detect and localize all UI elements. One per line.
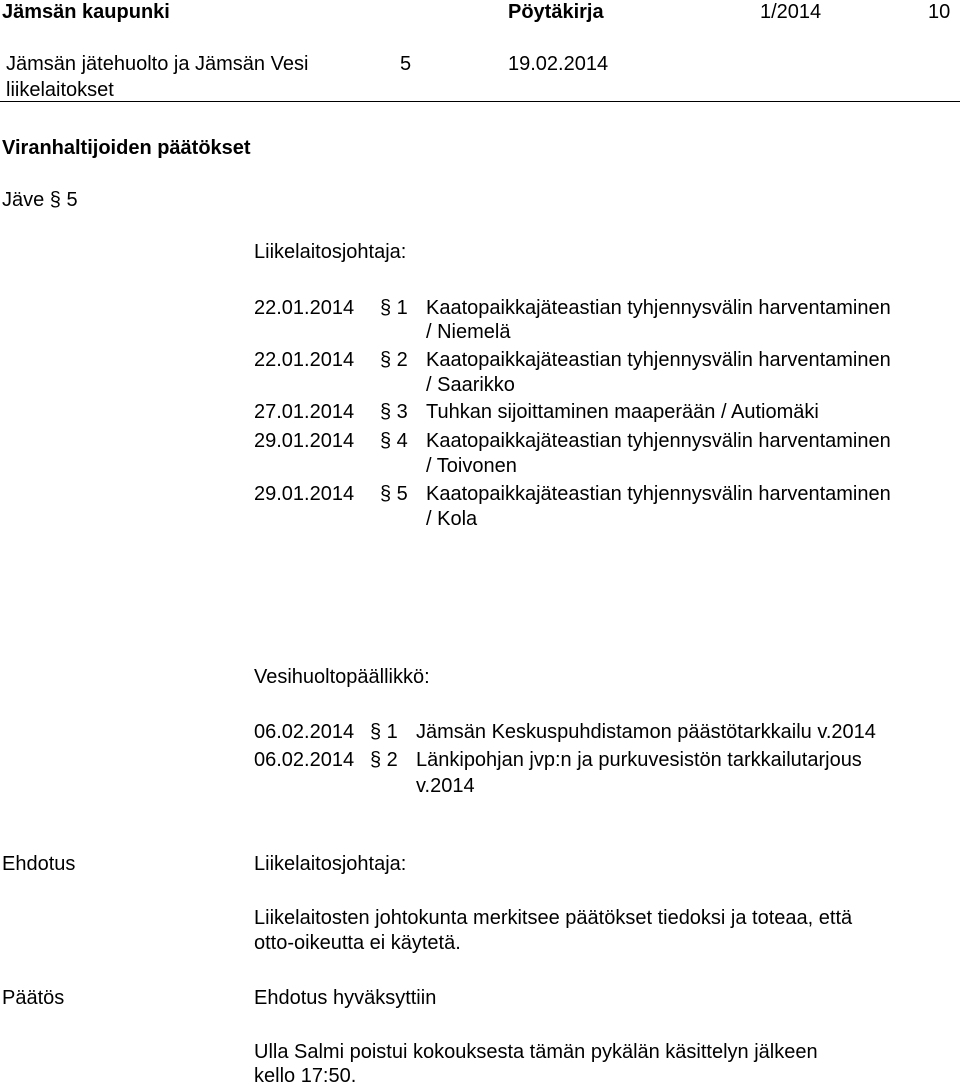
proposal-heading: Liikelaitosjohtaja: — [254, 853, 407, 875]
proposal-text: Liikelaitosten johtokunta merkitsee päätökset tiedoksi ja toteaa, että — [254, 907, 853, 929]
item-number: § 4 — [380, 430, 408, 452]
item-title: Jämsän Keskuspuhdistamon päästötarkkailu v.2014 — [416, 721, 876, 743]
document-type: Pöytäkirja — [508, 1, 604, 23]
item-title-cont: / Niemelä — [426, 321, 511, 343]
item-title-cont: / Saarikko — [426, 374, 515, 396]
body-name-line1: Jämsän jätehuolto ja Jämsän Vesi — [6, 53, 309, 75]
item-title: Kaatopaikkajäteastian tyhjennysvälin harventaminen — [426, 349, 891, 371]
item-title-cont: / Toivonen — [426, 455, 517, 477]
header-rule — [0, 101, 960, 102]
item-title-cont: / Kola — [426, 508, 478, 530]
decision-text: Ehdotus hyväksyttiin — [254, 987, 437, 1009]
jave-reference: Jäve § 5 — [2, 189, 78, 211]
section-number: 5 — [400, 53, 412, 75]
item-number: § 5 — [380, 483, 408, 505]
proposal-text-cont: otto-oikeutta ei käytetä. — [254, 932, 461, 954]
proposal-label: Ehdotus — [2, 853, 76, 875]
item-date: 27.01.2014 — [254, 401, 355, 423]
item-number: § 3 — [380, 401, 408, 423]
item-title: Tuhkan sijoittaminen maaperään / Autiomäki — [426, 401, 819, 423]
item-title: Kaatopaikkajäteastian tyhjennysvälin harventaminen — [426, 483, 891, 505]
group1-heading: Liikelaitosjohtaja: — [254, 241, 407, 263]
page-number: 10 — [928, 1, 951, 23]
body-name-line2: liikelaitokset — [6, 79, 114, 101]
item-date: 06.02.2014 — [254, 749, 355, 771]
item-number: § 1 — [380, 297, 408, 319]
item-date: 22.01.2014 — [254, 349, 355, 371]
item-number: § 2 — [380, 349, 408, 371]
group2-heading: Vesihuoltopäällikkö: — [254, 666, 430, 688]
decision-label: Päätös — [2, 987, 65, 1009]
item-date: 29.01.2014 — [254, 430, 355, 452]
item-number: § 1 — [370, 721, 398, 743]
item-date: 06.02.2014 — [254, 721, 355, 743]
item-date: 22.01.2014 — [254, 297, 355, 319]
issue-number: 1/2014 — [760, 1, 822, 23]
item-title: Länkipohjan jvp:n ja purkuvesistön tarkkailutarjous — [416, 749, 862, 771]
decision-note: Ulla Salmi poistui kokouksesta tämän pykälän käsittelyn jälkeen — [254, 1041, 818, 1063]
item-title: Kaatopaikkajäteastian tyhjennysvälin harventaminen — [426, 297, 891, 319]
meeting-date: 19.02.2014 — [508, 53, 609, 75]
item-title: Kaatopaikkajäteastian tyhjennysvälin harventaminen — [426, 430, 891, 452]
organization-name: Jämsän kaupunki — [2, 1, 170, 23]
decision-note-cont: kello 17:50. — [254, 1065, 357, 1087]
item-date: 29.01.2014 — [254, 483, 355, 505]
item-number: § 2 — [370, 749, 398, 771]
item-title-cont: v.2014 — [416, 775, 475, 797]
section-title: Viranhaltijoiden päätökset — [2, 137, 251, 159]
